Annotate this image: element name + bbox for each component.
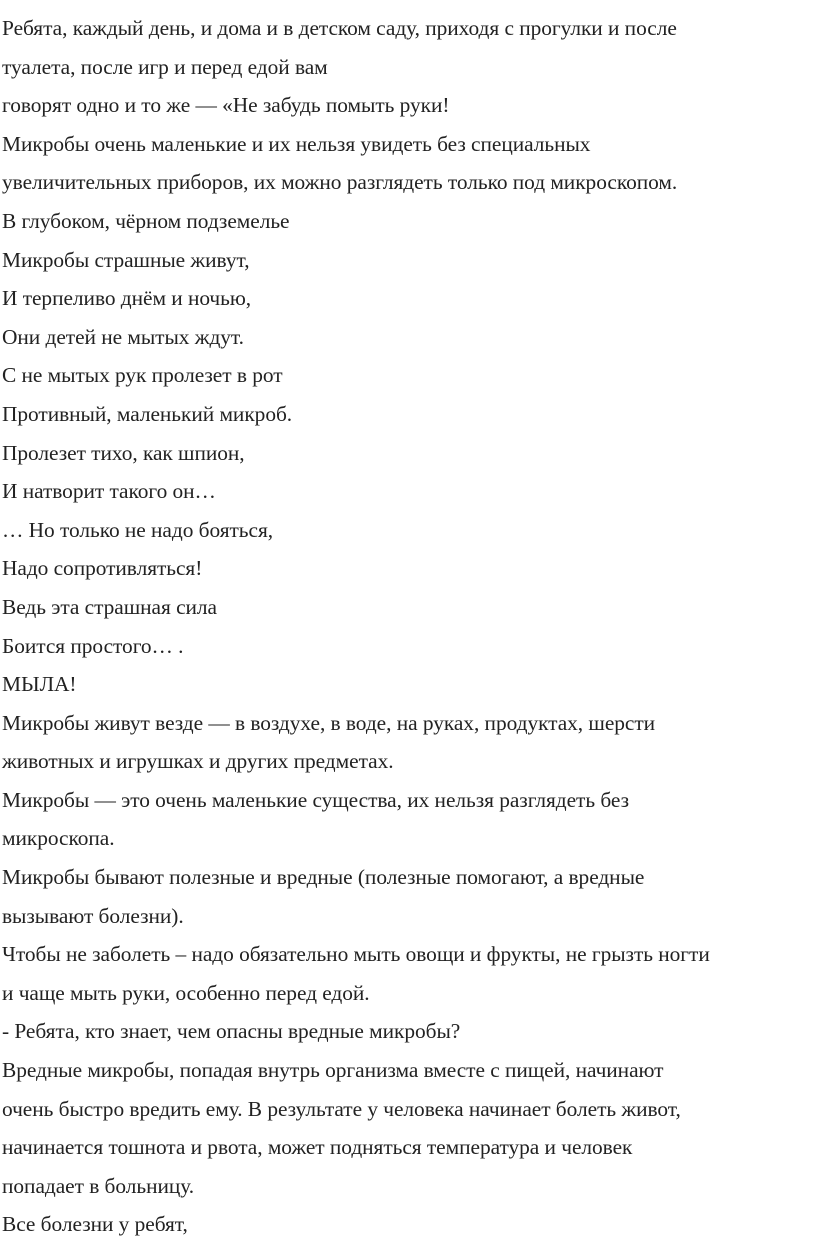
text-line: говорят одно и то же — «Не забудь помыть руки! [2,93,450,118]
text-line: Пролезет тихо, как шпион, [2,440,245,465]
text-line: микроскопа. [2,826,115,851]
text-line: В глубоком, чёрном подземелье [2,208,290,233]
text-line: С не мытых рук пролезет в рот [2,363,283,388]
text-line: МЫЛА! [2,672,77,697]
text-line: Микробы очень маленькие и их нельзя увидеть без специальных [2,131,591,156]
text-line: Надо сопротивляться! [2,556,203,581]
text-line: попадает в больницу. [2,1173,195,1198]
text-line: Микробы — это очень маленькие существа, их нельзя разглядеть без [2,787,629,812]
text-line: вызывают болезни). [2,903,184,928]
text-line: Все болезни у ребят, [2,1212,188,1237]
text-line: Противный, маленький микроб. [2,401,293,426]
text-line: очень быстро вредить ему. В результате у человека начинает болеть живот, [2,1096,681,1121]
text-line: Микробы живут везде — в воздухе, в воде, на руках, продуктах, шерсти [2,710,656,735]
text-line: … Но только не надо бояться, [2,517,274,542]
text-line: туалета, после игр и перед едой вам [2,54,328,79]
text-line: Микробы страшные живут, [2,247,250,272]
text-line: Вредные микробы, попадая внутрь организма вместе с пищей, начинают [2,1058,664,1083]
text-line: Боится простого… . [2,633,184,658]
text-line: увеличительных приборов, их можно разглядеть только под микроскопом. [2,170,678,195]
text-line: - Ребята, кто знает, чем опасны вредные микробы? [2,1019,461,1044]
text-line: Чтобы не заболеть – надо обязательно мыть овощи и фрукты, не грызть ногти [2,942,710,967]
document-body [2,9,816,1244]
text-line: животных и игрушках и других предметах. [2,749,394,774]
text-line: И терпеливо днём и ночью, [2,286,252,311]
text-line: и чаще мыть руки, особенно перед едой. [2,980,370,1005]
text-line: Ребята, каждый день, и дома и в детском саду, приходя с прогулки и после [2,16,677,40]
text-line: Ведь эта страшная сила [2,594,218,619]
text-line: Микробы бывают полезные и вредные (полезные помогают, а вредные [2,865,645,890]
text-line: начинается тошнота и рвота, может подняться температура и человек [2,1135,633,1160]
text-line: И натворит такого он… [2,479,216,504]
text-line: Они детей не мытых ждут. [2,324,244,349]
